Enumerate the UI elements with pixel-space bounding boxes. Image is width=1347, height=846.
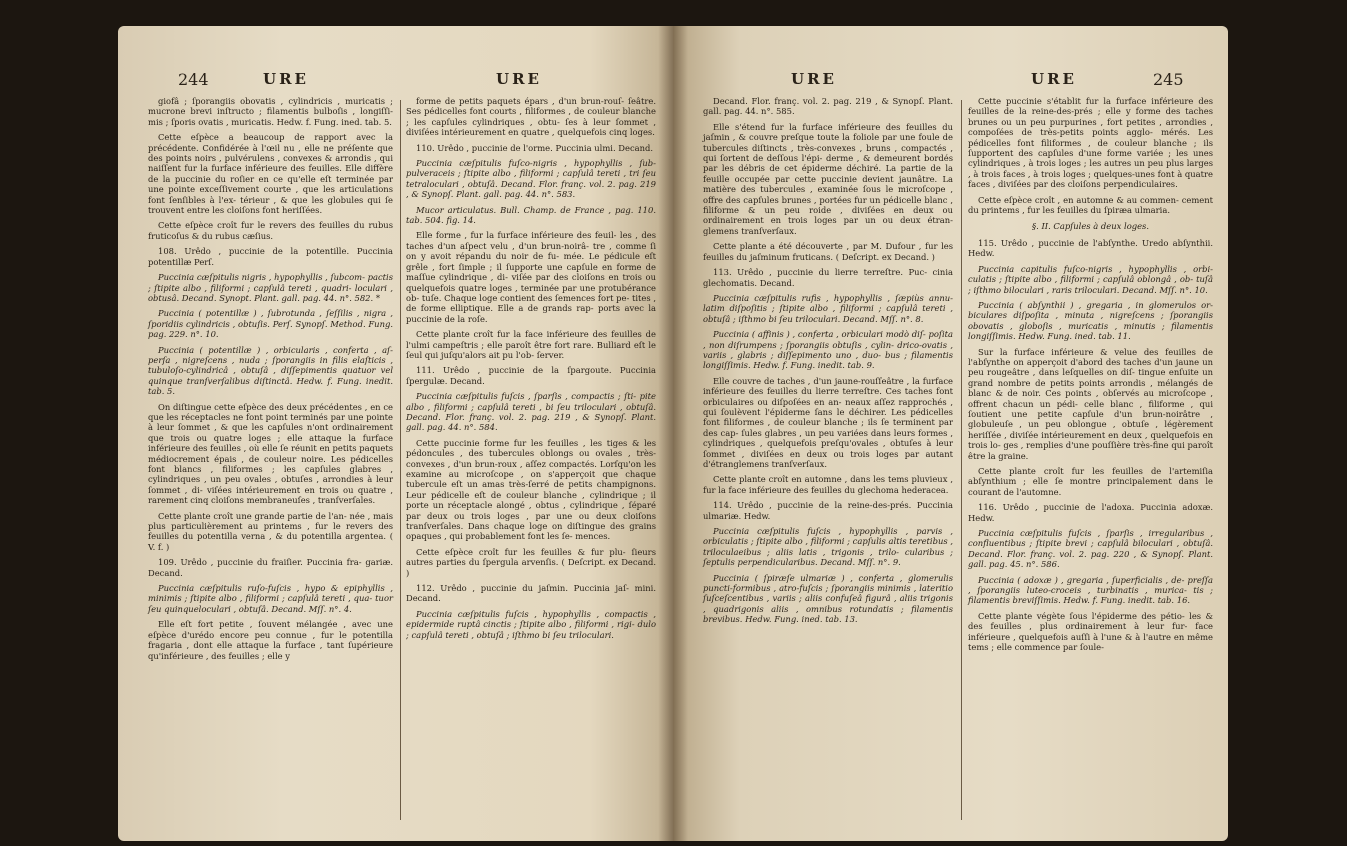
paragraph: On diſtingue cette eſpèce des deux précédentes , en ce que les réceptacles ne font point terminés par une pointe à leur ſommet , & que les capſules n'ont ordinairement que trois ou quatre loges ; elle attaque la furface inférieure des feuilles , où elle ſe réunit en petits paquets médiocrement épais , de couleur noire. Les pédicelles font blancs , filiformes ; les capſules glabres , cylindriques , un peu ovales , obtuſes , arrondies à leur ſommet , di- viſées intérieurement en trois ou quatre , rarement cinq cloiſons membraneuſes , tranſverſales. (148, 401, 393, 506)
paragraph: Puccinia cæſpitulis rufis , hypophyllis , ſæpiùs annu- latim diſpoſitis ; ſtipite albo , filiformi ; capſulâ tereti , obtuſâ ; iſthmo bi ſeu triloculari. Decand. Mſſ. n°. 8. (703, 292, 953, 324)
paragraph: Elle eſt fort petite , ſouvent mélangée , avec une eſpèce d'urédo encore peu connue , fur le potentilla fragaria , dont elle attaque la furface , tant ſupérieure qu'inférieure , des feuilles ; elle y (148, 619, 393, 661)
paragraph: Puccinia cæſpitulis fuſcis , ſparſis , compactis ; ſti- pite albo , filiformi ; capſulâ tereti , bi ſeu triloculari , obtuſâ. Decand. Flor. franç. vol. 2. pag. 219 , & Synopſ. Plant. gall. pag. 44. n°. 584. (406, 391, 656, 433)
paragraph: Cette plante croît une grande partie de l'an- née , mais plus particulièrement au printems , fur le revers des feuilles du potentilla verna , & du potentilla argentea. ( V. f. ) (148, 510, 393, 552)
paragraph: Elle couvre de taches , d'un jaune-rouſſeâtre , la furface inférieure des feuilles du lierre terreſtre. Ces taches font orbiculaires ou diſpoſées en an- neaux aſſez rapprochés , qui ſoulèvent l'épiderme ſans le déchirer. Les pédicelles font filiformes , de couleur blanche ; ils ſe terminent par des cap- ſules glabres , un peu variées dans leurs formes , cylindriques , quelquefois preſqu'ovales , obtuſes à leur ſommet , diviſées en deux ou trois loges par autant d'étranglemens tranſverſaux. (703, 375, 953, 469)
paragraph: Cette plante croît fur les feuilles de l'artemiſia abſynthium ; elle ſe montre principalement dans le courant de l'automne. (968, 466, 1213, 497)
page-number: 245 (1153, 70, 1184, 89)
paragraph: Puccinia cæſpitulis nigris , hypophyllis , ſubcom- pactis ; ſtipite albo , filiformi ; capſulâ tereti , quadri- loculari , obtusâ. Decand. Synopt. Plant. gall. pag. 44. n°. 582. * (148, 272, 393, 303)
paragraph: Puccinia cæſpitulis ruſo-fuſcis , hypo & epiphyllis , minimis ; ſtipite albo , filiformi ; capſulâ tereti , qua- tuor ſeu quinqueloculari , obtuſâ. Decand. Mſſ. n°. 4. (148, 583, 393, 614)
paragraph: Cette puccinie forme fur les feuilles , les tiges & les pédoncules , des tubercules oblongs ou ovales , très-convexes , d'un brun-roux , aſſez compactés. Lorſqu'on les examine au microſcope , on s'apperçoit que chaque tubercule eſt un amas très-ſerré de petits champignons. Leur pédicelle eſt de couleur blanche , cylindrique ; il porte un réceptacle alongé , obtus , cylindrique , ſéparé par deux ou trois loges , par une ou deux cloiſons tranſverſales. Dans chaque loge on diſtingue des grains opaques , qui probablement font les ſe- mences. (406, 437, 656, 542)
paragraph: 114. Urêdo , puccinie de la reine-des-prés. Puccinia ulmariæ. Hedw. (703, 500, 953, 521)
paragraph: Cette plante a été découverte , par M. Dufour , fur les feuilles du jaſminum fruticans. ( Deſcript. ex Decand. ) (703, 241, 953, 262)
paragraph: Puccinia ( affinis ) , conferta , orbiculari modò diſ- poſita , non diſrumpens ; ſporangiis obtuſis , cylin- drico-ovatis , variis , glabris ; diſſepimento uno , duo- bus ; filamentis longiſſimis. Hedw. f. Fung. inedit. tab. 9. (703, 329, 953, 371)
paragraph: 112. Urêdo , puccinie du jaſmin. Puccinia jaſ- mini. Decand. (406, 583, 656, 604)
paragraph: Cette plante végète ſous l'épiderme des pétio- les & des feuilles , plus ordinairement à leur fur- face inférieure , quelquefois auſſi à l'une & à l'autre en même tems ; elle commence par ſoule- (968, 610, 1213, 653)
left-column-1 (148, 96, 393, 666)
paragraph: §. II. Capſules à deux loges. (1031, 221, 1150, 232)
column-rule (400, 100, 401, 820)
paragraph: Decand. Flor. franç. vol. 2. pag. 219 , & Synopſ. Plant. gall. pag. 44. n°. 585. (703, 96, 953, 117)
paragraph: Puccinia ( ſpiræſe ulmariæ ) , conferta , glomerulis puncti-formibus , atro-fuſcis ; ſporangiis minimis , lateritio ſuſceſcentibus , variis ; aliis confuſeâ figurâ , aliis trigonis , quadrigonis aliis , omnibus rotundatis ; filamentis brevibus. Hedw. Fung. ined. tab. 13. (703, 572, 953, 625)
running-head: URE (1031, 70, 1077, 88)
paragraph: Cette eſpèce croît fur les feuilles & fur plu- ſieurs autres parties du ſpergula arvenſis. ( Deſcript. ex Decand. ) (406, 546, 656, 578)
running-head: URE (263, 70, 309, 88)
column-rule (961, 100, 962, 820)
paragraph: forme de petits paquets épars , d'un brun-rouſ- ſeâtre. Ses pédicelles font courts , filiformes , de couleur blanche ; les capſules cylindriques , obtu- ſes à leur ſommet , diviſées intérieurement en quatre , quelquefois cinq loges. (406, 96, 656, 138)
paragraph: 111. Urêdo , puccinie de la ſpargoute. Puccinia ſpergulæ. Decand. (406, 365, 656, 386)
paragraph: Cette eſpèce croît , en automne & au commen- cement du printems , fur les feuilles du ſpiræa ulmaria. (968, 194, 1213, 216)
paragraph: Cette puccinie s'établit fur la furface inférieure des feuilles de la reine-des-prés ; elle y forme des taches brunes ou un peu purpurines , fort petites , arrondies , compoſées de très-petits points agglo- mérés. Les pédicelles font filiformes , de couleur blanche ; ils ſupportent des capſules d'une forme variée ; les unes cylindriques , à trois loges ; les autres un peu plus larges , à trois faces , à trois loges ; quelques-unes font à quatre faces , diviſées par des cloiſons perpendiculaires. (968, 96, 1213, 190)
paragraph: 113. Urêdo , puccinie du lierre terreſtre. Puc- cinia glechomatis. Decand. (703, 267, 953, 288)
paragraph: Elle forme , fur la furface inférieure des feuil- les , des taches d'un aſpect velu , d'un brun-noirâ- tre , comme ſi on y avoit répandu du noir de fu- mée. Le pédicule eſt grêle , fort ſimple ; il ſupporte une capſule en forme de maſſue cylindrique , di- viſée par des cloiſons en trois ou quelquefois quatre loges , terminée par une protubérance ob- tuſe. Chaque loge contient des ſemences fort pe- tites , de forme elliptique. Elle a de grands rap- ports avec la puccinie de la roſe. (406, 230, 656, 324)
paragraph: Puccinia cæſpitulis fuſco-nigris , hypophyllis , ſub- pulveraceis ; ſtipite albo , filiformi ; capſulâ tereti , tri ſeu tetraloculari , obtuſâ. Decand. Flor. franç. vol. 2. pag. 219 , & Synopſ. Plant. gall. pag. 44. n°. 583. (406, 158, 656, 200)
running-head: URE (496, 70, 542, 88)
paragraph: giofâ ; ſporangiis obovatis , cylindricis , muricatis ; mucrone brevi inſtructo ; filamentis bulboſis , longiſſi- mis ; ſporis ovatis , muricatis. Hedw. f. Fung. ined. tab. 5. (148, 96, 393, 127)
paragraph: 109. Urêdo , puccinie du fraiſier. Puccinia fra- gariæ. Decand. (148, 557, 393, 578)
paragraph: 108. Urêdo , puccinie de la potentille. Puccinia potentillæ Perſ. (148, 246, 393, 267)
right-page-header (673, 70, 1228, 90)
open-book (118, 26, 1228, 841)
paragraph: Puccinia ( potentillæ ) , orbicularis , conferta , aſ- perſa , nigreſcens , nuda ; ſporangiis in filis elaſticis , tubuloſo-cylindricâ , obtuſâ , diſſepimentis quatuor vel quinque tranſverſalibus diſtinctâ. Hedw. f. Fung. inedit. tab. 5. (148, 344, 393, 397)
paragraph: Puccinia ( adoxæ ) , gregaria , ſuperficialis , de- preſſa , ſporangiis luteo-croceis , turbinatis , murica- tis ; filamentis breviſſimis. Hedw. f. Fung. inedit. tab. 16. (968, 574, 1213, 606)
right-page (673, 26, 1228, 841)
paragraph: Elle s'étend fur la furface inférieure des feuilles du jaſmin , & couvre preſque toute la foliole par une foule de tubercules diſtincts , très-convexes , bruns , compactés , qui ſortent de deſſous l'épi- derme , & demeurent bordés par les débris de cet épiderme déchiré. La partie de la feuille occupée par cette puccinie devient jaunâtre. La matière des tubercules , examinée ſous le microſcope , offre des capſules brunes , portées fur un pédicelle blanc , filiforme & un peu roide , diviſées en deux ou ordinairement en trois loges par un ou deux étran- glemens tranſverſaux. (703, 121, 953, 236)
paragraph: 116. Urêdo , puccinie de l'adoxa. Puccinia adoxæ. Hedw. (968, 502, 1213, 523)
paragraph: Cette plante croît fur la face inférieure des feuilles de l'ulmi campeſtris ; elle paroît être fort rare. Bulliard eſt le ſeul qui juſqu'alors ait pu l'ob- ſerver. (406, 329, 656, 360)
left-page-header (118, 70, 673, 90)
running-head: URE (791, 70, 837, 88)
paragraph: Cette eſpèce a beaucoup de rapport avec la précédente. Confidérée à l'œil nu , elle ne préſente que des points noirs , pulvérulens , convexes & arrondis , qui naiſſent fur la furface inférieure des feuilles. Elle diffère de la puccinie du roſier en ce qu'elle eſt terminée par une pointe exceſſivement courte , que les articulations font ſenſibles à l'ex- térieur , & que les globules qui ſe trouvent entre les cloiſons font heriſſées. (148, 132, 393, 216)
paragraph: Sur la furface inférieure & velue des feuilles de l'abſynthe on apperçoit d'abord des taches d'un jaune un peu rougeâtre , dans leſquelles on diſ- tingue enſuite un grand nombre de petits points arrondis , mélangés de blanc & de noir. Ces points , obſervés au microſcope , offrent chacun un pédi- celle blanc , filiforme , qui ſoutient une petite capſule d'un brun-noirâtre , globuleuſe , un peu oblongue , obtuſe , légèrement heriſſée , diviſée intérieurement en deux , quelquefois en trois lo- ges , remplies d'une pouſſière très-fine qui paroît être la graine. (968, 346, 1213, 461)
paragraph: Puccinia ( potentillæ ) , ſubrotunda , ſeſſilis , nigra , ſporidiis cylindricis , obtuſis. Perſ. Synopſ. Method. Fung. pag. 229. n°. 10. (148, 308, 393, 340)
paragraph: Puccinia capitulis fuſco-nigris , hypophyllis , orbi- culatis ; ſtipite albo , filiformi ; capſulâ oblongâ , ob- tuſâ ; iſthmo biloculari , raris triloculari. Decand. Mſſ. n°. 10. (968, 263, 1213, 295)
page-number: 244 (178, 70, 209, 89)
paragraph: Mucor articulatus. Bull. Champ. de France , pag. 110. tab. 504. fig. 14. (406, 204, 656, 226)
right-column-1 (703, 96, 953, 630)
right-column-2 (968, 96, 1213, 658)
left-page (118, 26, 673, 841)
paragraph: 115. Urêdo , puccinie de l'abſynthe. Uredo abſynthii. Hedw. (968, 237, 1213, 259)
paragraph: Puccinia cæſpitulis fuſcis , hypophyllis , compactis , epidermide ruptâ cinctis ; ſtipite albo , filiformi , rigi- dulo ; capſulâ tereti , obtuſâ ; iſthmo bi ſeu triloculari. (406, 608, 656, 640)
paragraph: Puccinia cæſpitulis fuſcis , hypophyllis , parvis , orbiculatis ; ſtipite albo , filiformi ; capſulis altis teretibus , triloculaeibus ; aliis latis , trigonis , trilo- cularibus ; ſeptulis perpendicularibus. Decand. Mſſ. n°. 9. (703, 526, 953, 568)
paragraph: Cette plante croît en automne , dans les tems pluvieux , fur la face inférieure des feuilles du glechoma hederacea. (703, 474, 953, 495)
paragraph: Cette eſpèce croît fur le revers des feuilles du rubus fruticoſus & du rubus cæſius. (148, 220, 393, 241)
paragraph: 110. Urêdo , puccinie de l'orme. Puccinia ulmi. Decand. (416, 142, 654, 153)
paragraph: Puccinia cæſpitulis fuſcis , ſparſis , irregularibus , confluentibus ; ſtipite brevi ; capſulâ biloculari , obtuſâ. Decand. Flor. franç. vol. 2. pag. 220 , & Synopſ. Plant. gall. pag. 45. n°. 586. (968, 528, 1213, 570)
paragraph: Puccinia ( abſynthii ) , gregaria , in glomerulos or- biculares diſpoſita , minuta , nigreſcens ; ſporangiis obovatis , globoſis , muricatis , minutis ; filamentis longiſſimis. Hedw. Fung. ined. tab. 11. (968, 299, 1213, 342)
left-column-2 (406, 96, 656, 645)
